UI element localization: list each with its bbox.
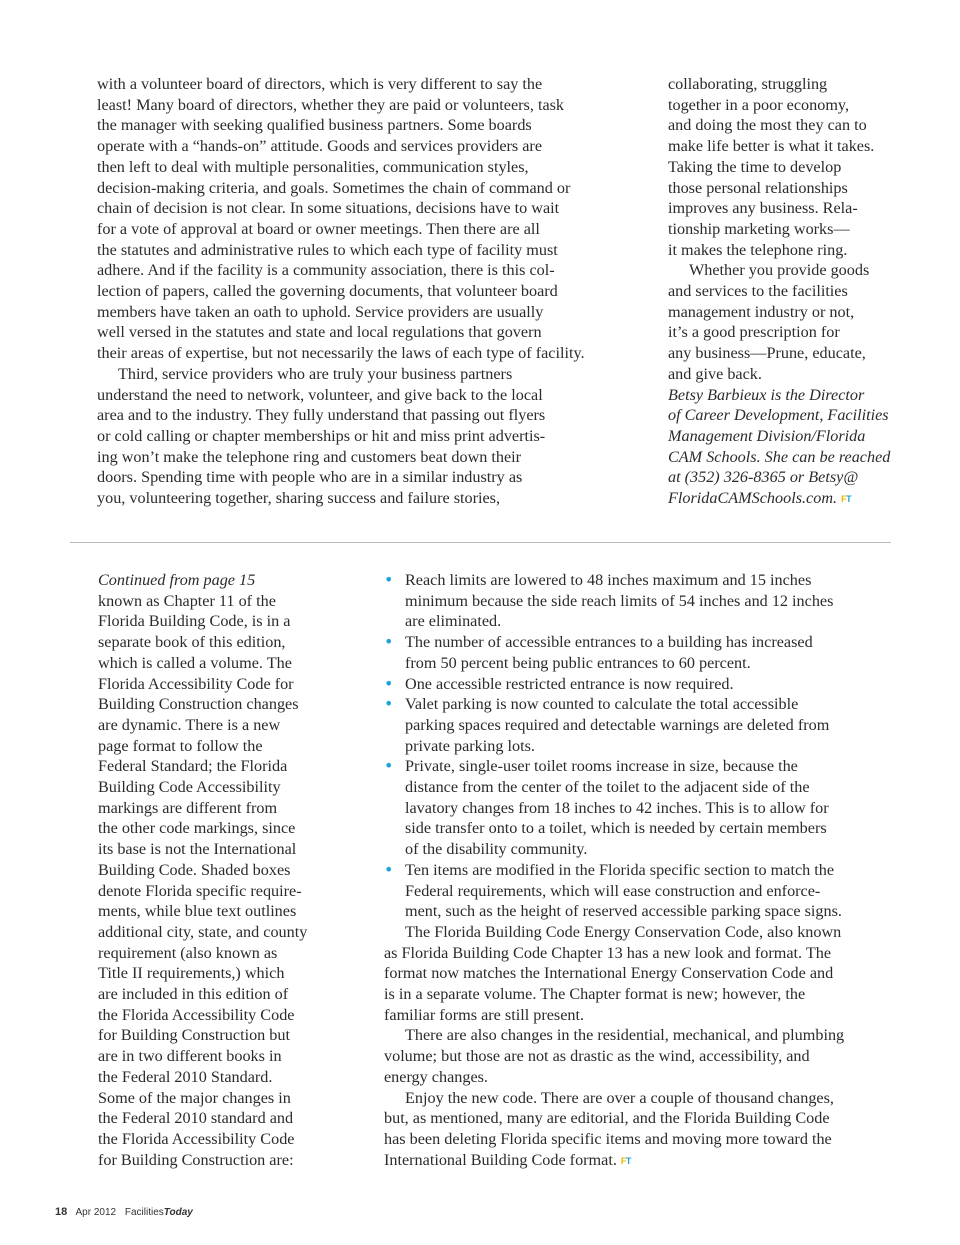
bullet-line: minimum because the side reach limits of 54 inches and 12 inches bbox=[405, 591, 834, 610]
line-text: format now matches the International Energy Conservation Code and bbox=[384, 964, 834, 983]
line-text: any business—Prune, educate, bbox=[668, 344, 866, 363]
bullet-dot-icon: • bbox=[384, 859, 394, 879]
line-text: tionship marketing works— bbox=[668, 219, 850, 238]
text-line bbox=[98, 943, 338, 964]
text-line bbox=[97, 178, 617, 199]
text-line bbox=[668, 405, 908, 426]
line-text: separate book of this edition, bbox=[98, 633, 286, 652]
text-line bbox=[668, 74, 908, 95]
bullet-line: side transfer onto to a toilet, which is needed by certain members bbox=[405, 819, 827, 838]
text-line bbox=[97, 302, 617, 323]
bullet-line: from 50 percent being public entrances to 60 percent. bbox=[405, 653, 751, 672]
end-mark-f: F bbox=[620, 1155, 626, 1166]
page-footer bbox=[55, 1206, 193, 1218]
end-mark-t: T bbox=[846, 494, 852, 505]
text-line bbox=[384, 922, 894, 943]
text-line bbox=[384, 984, 894, 1005]
line-text: or cold calling or chapter memberships or hit and miss print advertis- bbox=[97, 426, 546, 445]
text-line bbox=[98, 653, 338, 674]
line-text: Title II requirements,) which bbox=[98, 964, 285, 983]
line-text: together in a poor economy, bbox=[668, 95, 850, 114]
text-line bbox=[98, 777, 338, 798]
line-text: There are also changes in the residential, mechanical, and plumbing bbox=[405, 1026, 845, 1045]
text-line bbox=[98, 798, 338, 819]
text-line bbox=[668, 219, 908, 240]
line-text: page format to follow the bbox=[98, 736, 263, 755]
line-text: least! Many board of directors, whether they are paid or volunteers, task bbox=[97, 95, 565, 114]
text-line bbox=[668, 343, 908, 364]
bullet-line: Private, single-user toilet rooms increase in size, because the bbox=[405, 757, 798, 776]
text-line bbox=[98, 611, 338, 632]
text-line bbox=[97, 322, 617, 343]
line-text: known as Chapter 11 of the bbox=[98, 591, 276, 610]
line-text: are included in this edition of bbox=[98, 985, 289, 1004]
text-line bbox=[97, 95, 617, 116]
magazine-name-regular: Facilities bbox=[124, 1207, 164, 1218]
line-text: the manager with seeking qualified business partners. Some boards bbox=[97, 116, 532, 135]
text-line bbox=[668, 385, 908, 406]
text-line bbox=[97, 405, 617, 426]
line-text: and doing the most they can to bbox=[668, 116, 867, 135]
line-text: those personal relationships bbox=[668, 178, 848, 197]
text-line bbox=[97, 426, 617, 447]
magazine-name-bold: Today bbox=[163, 1207, 193, 1218]
text-line bbox=[668, 95, 908, 116]
bullet-line: Valet parking is now counted to calculate the total accessible bbox=[405, 695, 799, 714]
line-text: improves any business. Rela- bbox=[668, 199, 858, 218]
text-line bbox=[668, 467, 908, 488]
line-text: lection of papers, called the governing documents, that volunteer board bbox=[97, 282, 558, 301]
bullet-item bbox=[384, 632, 894, 673]
text-line bbox=[384, 943, 894, 964]
line-text: for Building Construction but bbox=[98, 1026, 290, 1045]
text-line bbox=[97, 198, 617, 219]
line-text: doors. Spending time with people who are in a similar industry as bbox=[97, 468, 523, 487]
line-text: it makes the telephone ring. bbox=[668, 240, 848, 259]
line-text: Florida Building Code, is in a bbox=[98, 612, 291, 631]
line-text: volume; but those are not as drastic as the wind, accessibility, and bbox=[384, 1047, 810, 1066]
line-text: area and to the industry. They fully understand that passing out flyers bbox=[97, 406, 546, 425]
text-line bbox=[97, 219, 617, 240]
line-text: management industry or not, bbox=[668, 302, 855, 321]
line-text: Some of the major changes in bbox=[98, 1088, 291, 1107]
text-line bbox=[98, 901, 338, 922]
line-text: Building Code Accessibility bbox=[98, 778, 281, 797]
line-text: with a volunteer board of directors, which is very different to say the bbox=[97, 75, 543, 93]
line-text: is in a separate volume. The Chapter format is new; however, the bbox=[384, 985, 806, 1004]
line-text: well versed in the statutes and state and local regulations that govern bbox=[97, 323, 542, 342]
line-text: Third, service providers who are truly your business partners bbox=[118, 364, 513, 383]
line-text: their areas of expertise, but not necessarily the laws of each type of facility. bbox=[97, 344, 585, 363]
line-text: The Florida Building Code Energy Conservation Code, also known bbox=[405, 922, 842, 941]
bullet-dot-icon: • bbox=[384, 694, 394, 714]
text-line bbox=[97, 447, 617, 468]
bullet-dot-icon: • bbox=[384, 570, 394, 589]
line-text: decision-making criteria, and goals. Sometimes the chain of command or bbox=[97, 178, 571, 197]
bullet-item bbox=[384, 860, 894, 922]
line-text: which is called a volume. The bbox=[98, 653, 292, 672]
line-text: the other code markings, since bbox=[98, 819, 296, 838]
line-text: chain of decision is not clear. In some situations, decisions have to wait bbox=[97, 199, 560, 218]
paragraph bbox=[384, 1025, 894, 1087]
line-text: Federal Standard; the Florida bbox=[98, 757, 288, 776]
bullet-line: distance from the center of the toilet to the adjacent side of the bbox=[405, 778, 810, 797]
line-text: for a vote of approval at board or owner meetings. Then there are all bbox=[97, 219, 540, 238]
text-line bbox=[98, 984, 338, 1005]
paragraph bbox=[384, 922, 894, 1026]
text-line bbox=[97, 115, 617, 136]
bullet-line: of the disability community. bbox=[405, 840, 588, 859]
text-line bbox=[384, 1067, 894, 1088]
line-text: FloridaCAMSchools.com. bbox=[668, 489, 838, 508]
text-line bbox=[384, 1129, 894, 1150]
magazine-name bbox=[125, 1207, 193, 1218]
bullet-line: The number of accessible entrances to a building has increased bbox=[405, 633, 813, 652]
bullet-line: Ten items are modified in the Florida specific section to match the bbox=[405, 860, 835, 879]
text-line bbox=[668, 178, 908, 199]
text-line bbox=[384, 1025, 894, 1046]
text-line bbox=[97, 157, 617, 178]
bullet-line: are eliminated. bbox=[405, 612, 502, 631]
text-line bbox=[98, 1108, 338, 1129]
text-line bbox=[668, 302, 908, 323]
text-line bbox=[98, 715, 338, 736]
line-text: the Florida Accessibility Code bbox=[98, 1129, 295, 1148]
line-text: Building Code. Shaded boxes bbox=[98, 860, 291, 879]
end-mark-logo bbox=[621, 1151, 631, 1172]
text-line bbox=[668, 136, 908, 157]
line-text: collaborating, struggling bbox=[668, 75, 828, 93]
text-line bbox=[668, 260, 908, 281]
line-text: are in two different books in bbox=[98, 1047, 282, 1066]
text-line bbox=[384, 1088, 894, 1109]
text-line bbox=[97, 260, 617, 281]
paragraph bbox=[668, 260, 908, 384]
line-text: CAM Schools. She can be reached bbox=[668, 447, 891, 466]
line-text: requirement (also known as bbox=[98, 943, 278, 962]
paragraph bbox=[98, 591, 338, 1171]
bullet-item bbox=[384, 694, 894, 756]
text-line bbox=[97, 281, 617, 302]
line-text: but, as mentioned, many are editorial, and the Florida Building Code bbox=[384, 1109, 830, 1128]
text-line bbox=[97, 74, 617, 95]
text-line bbox=[384, 1005, 894, 1026]
end-mark-t: T bbox=[625, 1155, 631, 1166]
line-text: understand the need to network, volunteer, and give back to the local bbox=[97, 385, 543, 404]
text-line bbox=[98, 591, 338, 612]
line-text: of Career Development, Facilities bbox=[668, 406, 889, 425]
bottom-left-column bbox=[98, 570, 338, 1170]
paragraph bbox=[384, 1088, 894, 1172]
author-bio bbox=[668, 385, 908, 510]
text-line bbox=[668, 322, 908, 343]
bullet-line: parking spaces required and detectable warnings are deleted from bbox=[405, 715, 830, 734]
line-text: denote Florida specific require- bbox=[98, 881, 302, 900]
section-divider bbox=[70, 542, 891, 543]
line-text: Enjoy the new code. There are over a couple of thousand changes, bbox=[405, 1088, 834, 1107]
text-line bbox=[98, 1025, 338, 1046]
line-text: ments, while blue text outlines bbox=[98, 902, 297, 921]
text-line bbox=[98, 818, 338, 839]
line-text: as Florida Building Code Chapter 13 has a new look and format. The bbox=[384, 943, 832, 962]
line-text: make life better is what it takes. bbox=[668, 137, 875, 156]
bullet-line: Federal requirements, which will ease construction and enforce- bbox=[405, 881, 821, 900]
paragraph bbox=[97, 364, 617, 509]
text-line bbox=[668, 364, 908, 385]
line-text: has been deleting Florida specific items and moving more toward the bbox=[384, 1129, 832, 1148]
end-mark-f: F bbox=[841, 494, 847, 505]
text-line bbox=[384, 1150, 894, 1172]
line-text: Betsy Barbieux is the Director bbox=[668, 385, 865, 404]
bullet-line: private parking lots. bbox=[405, 736, 535, 755]
text-line bbox=[668, 198, 908, 219]
line-text: members have taken an oath to uphold. Service providers are usually bbox=[97, 302, 544, 321]
end-mark-logo bbox=[841, 489, 851, 510]
bullet-dot-icon: • bbox=[384, 673, 394, 693]
page-number: 18 bbox=[55, 1206, 68, 1218]
line-text: you, volunteering together, sharing success and failure stories, bbox=[97, 489, 501, 508]
text-line bbox=[668, 157, 908, 178]
paragraph bbox=[668, 74, 908, 260]
text-line bbox=[98, 963, 338, 984]
text-line bbox=[98, 694, 338, 715]
line-text: Building Construction changes bbox=[98, 695, 299, 714]
line-text: ing won’t make the telephone ring and customers beat down their bbox=[97, 447, 522, 466]
text-line bbox=[98, 1088, 338, 1109]
text-line bbox=[98, 756, 338, 777]
text-line bbox=[98, 1150, 338, 1171]
line-text: markings are different from bbox=[98, 798, 278, 817]
text-line bbox=[97, 240, 617, 261]
line-text: operate with a “hands-on” attitude. Goods and services providers are bbox=[97, 137, 542, 156]
text-line bbox=[98, 839, 338, 860]
text-line bbox=[97, 385, 617, 406]
line-text: and services to the facilities bbox=[668, 282, 848, 301]
bullet-line: One accessible restricted entrance is now required. bbox=[405, 674, 734, 693]
line-text: the Federal 2010 Standard. bbox=[98, 1067, 273, 1086]
continued-from-label: Continued from page 15 bbox=[98, 571, 256, 589]
bullet-item bbox=[384, 674, 894, 695]
line-text: energy changes. bbox=[384, 1067, 488, 1086]
text-line bbox=[384, 1108, 894, 1129]
line-text: familiar forms are still present. bbox=[384, 1005, 585, 1024]
text-line bbox=[98, 881, 338, 902]
line-text: Whether you provide goods bbox=[689, 261, 870, 280]
top-right-column bbox=[668, 74, 908, 510]
line-text: the statutes and administrative rules to which each type of facility must bbox=[97, 240, 558, 259]
line-text: International Building Code format. bbox=[384, 1150, 617, 1169]
bullet-line: ment, such as the height of reserved accessible parking space signs. bbox=[405, 902, 842, 921]
text-line bbox=[384, 963, 894, 984]
text-line bbox=[668, 240, 908, 261]
text-line bbox=[668, 447, 908, 468]
text-line bbox=[97, 364, 617, 385]
line-text: and give back. bbox=[668, 364, 762, 383]
bullet-item bbox=[384, 570, 894, 632]
line-text: Taking the time to develop bbox=[668, 157, 842, 176]
line-text: are dynamic. There is a new bbox=[98, 715, 281, 734]
line-text: at (352) 326-8365 or Betsy@ bbox=[668, 468, 859, 487]
text-line bbox=[98, 922, 338, 943]
text-line bbox=[97, 136, 617, 157]
bullet-item bbox=[384, 756, 894, 860]
text-line bbox=[98, 1046, 338, 1067]
text-line bbox=[668, 426, 908, 447]
line-text: adhere. And if the facility is a community association, there is this col- bbox=[97, 261, 555, 280]
text-line bbox=[384, 1046, 894, 1067]
text-line bbox=[97, 467, 617, 488]
line-text: the Federal 2010 standard and bbox=[98, 1109, 294, 1128]
text-line bbox=[98, 632, 338, 653]
line-text: it’s a good prescription for bbox=[668, 323, 840, 342]
line-text: Management Division/Florida bbox=[668, 426, 866, 445]
text-line bbox=[97, 343, 617, 364]
text-line bbox=[98, 1005, 338, 1026]
line-text: for Building Construction are: bbox=[98, 1150, 294, 1169]
bullet-dot-icon: • bbox=[384, 756, 394, 776]
issue-date: Apr 2012 bbox=[75, 1207, 117, 1218]
bullet-list bbox=[384, 570, 894, 922]
bullet-line: lavatory changes from 18 inches to 42 inches. This is to allow for bbox=[405, 798, 829, 817]
text-line bbox=[668, 115, 908, 136]
text-line bbox=[97, 488, 617, 509]
bottom-right-column bbox=[384, 570, 894, 1171]
bullet-dot-icon: • bbox=[384, 632, 394, 652]
text-line bbox=[98, 1067, 338, 1088]
text-line bbox=[98, 860, 338, 881]
line-text: then left to deal with multiple personalities, communication styles, bbox=[97, 157, 529, 176]
text-line bbox=[668, 281, 908, 302]
bullet-line: Reach limits are lowered to 48 inches maximum and 15 inches bbox=[405, 571, 812, 589]
text-line bbox=[98, 736, 338, 757]
text-line bbox=[668, 488, 908, 510]
text-line bbox=[98, 674, 338, 695]
paragraph bbox=[97, 74, 617, 364]
line-text: Florida Accessibility Code for bbox=[98, 674, 294, 693]
top-left-column bbox=[97, 74, 617, 509]
text-line bbox=[98, 1129, 338, 1150]
line-text: its base is not the International bbox=[98, 840, 297, 859]
line-text: the Florida Accessibility Code bbox=[98, 1005, 295, 1024]
line-text: additional city, state, and county bbox=[98, 922, 308, 941]
